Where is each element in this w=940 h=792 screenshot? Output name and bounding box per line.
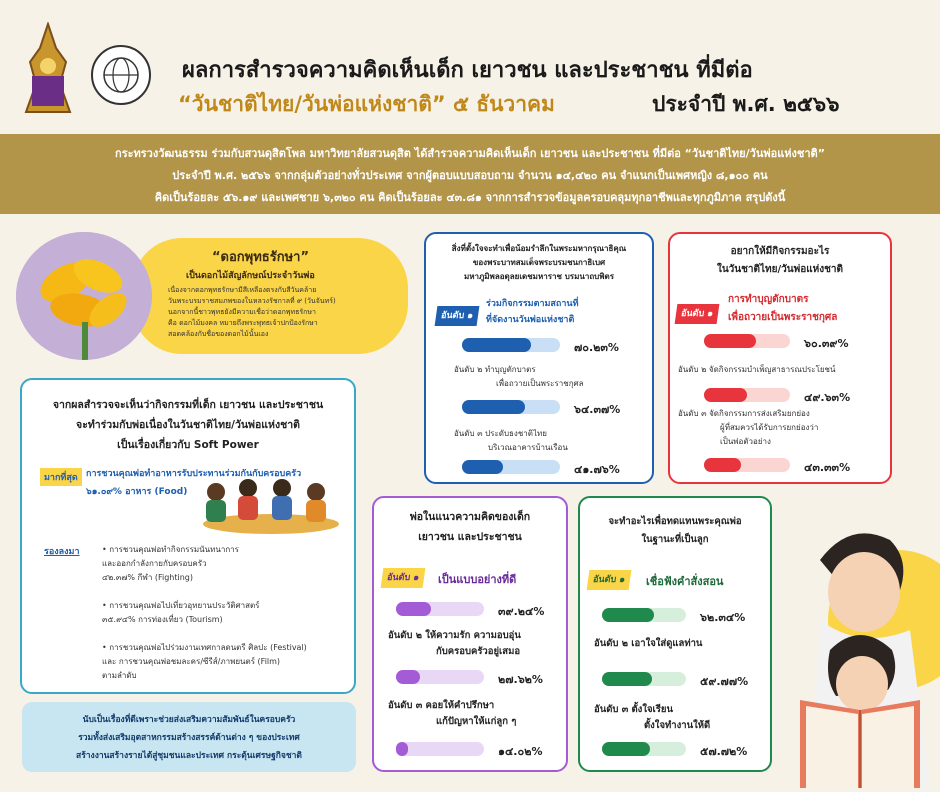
remembrance-rank2-line1: อันดับ ๒ ทำบุญตักบาตร	[454, 365, 536, 374]
flower-title: “ดอกพุทธรักษา”	[212, 250, 310, 265]
remembrance-title-1: สิ่งที่ตั้งใจจะทำเพื่อน้อมรำลึกในพระมหากรุณาธิคุณ	[451, 244, 627, 253]
activity-wish-rank3-line3: เป็นพ่อตัวอย่าง	[720, 437, 771, 446]
softpower-top-tag: มากที่สุด	[40, 468, 82, 486]
father-concept-bar1-fill	[396, 602, 431, 616]
activity-wish-title-2: ในวันชาติไทย/วันพ่อแห่งชาติ	[716, 264, 844, 275]
softpower-footer-2: รวมทั้งส่งเสริมอุตสาหกรรมสร้างสรรค์ด้านต่าง ๆ ของประเทศ	[78, 733, 300, 743]
activity-wish-bar2	[704, 388, 790, 402]
softpower-item-3-line2: และ การชวนคุณพ่อชมละคร/ซีรีส์/ภาพยนตร์ (Film)	[102, 657, 281, 666]
flower-subtitle: เป็นดอกไม้สัญลักษณ์ประจำวันพ่อ	[186, 271, 315, 281]
softpower-card	[20, 378, 356, 694]
repay-father-rank3-line1: อันดับ ๓ ตั้งใจเรียน	[594, 704, 673, 715]
repay-father-card	[578, 496, 772, 772]
repay-father-title-1: จะทำอะไรเพื่อทดแทนพระคุณพ่อ	[608, 516, 742, 527]
softpower-second-tag: รองลงมา	[44, 547, 80, 557]
father-concept-rank1-tag: อันดับ ๑	[381, 568, 426, 588]
activity-wish-rank3-pct: ๔๓.๓๓%	[804, 461, 851, 474]
repay-father-bar2	[602, 672, 686, 686]
activity-wish-bar2-fill	[704, 388, 747, 402]
remembrance-rank1-line2: ที่จัดงานวันพ่อแห่งชาติ	[486, 315, 575, 325]
repay-father-rank1-pct: ๖๒.๓๔%	[700, 611, 746, 624]
family-dinner-illustration	[198, 474, 344, 536]
remembrance-bar1	[462, 338, 560, 352]
flower-desc-3: นอกจากนี้ชาวพุทธยังมีความเชื่อว่าดอกพุทธรักษา	[168, 308, 316, 316]
remembrance-rank1-line1: ร่วมกิจกรรมตามสถานที่	[486, 299, 579, 309]
activity-wish-bar3	[704, 458, 790, 472]
repay-father-rank1-line1: เชื่อฟังคำสั่งสอน	[646, 575, 724, 588]
activity-wish-bar1-fill	[704, 334, 756, 348]
intro-band	[0, 134, 940, 214]
father-concept-rank1-line1: เป็นแบบอย่างที่ดี	[438, 573, 517, 586]
activity-wish-rank1-line2: เพื่อถวายเป็นพระราชกุศล	[728, 312, 838, 323]
activity-wish-rank3-line1: อันดับ ๓ จัดกิจกรรมการส่งเสริมยกย่อง	[678, 409, 810, 418]
remembrance-bar1-fill	[462, 338, 531, 352]
repay-father-bar1-fill	[602, 608, 654, 622]
emblem-logo	[20, 22, 76, 118]
activity-wish-bar1	[704, 334, 790, 348]
father-concept-rank2-pct: ๒๗.๖๒%	[498, 673, 543, 686]
flower-photo	[16, 232, 152, 360]
remembrance-title-2: ของพระบาทสมเด็จพระบรมชนกาธิเบศ	[472, 258, 606, 267]
father-concept-rank2-line1: อันดับ ๒ ให้ความรัก ความอบอุ่น	[388, 630, 521, 641]
softpower-title-3: เป็นเรื่องเกี่ยวกับ Soft Power	[117, 439, 259, 451]
remembrance-rank3-line2: บริเวณอาคารบ้านเรือน	[488, 443, 568, 452]
father-concept-title-1: พ่อในแนวความคิดของเด็ก	[409, 511, 531, 523]
flower-card	[12, 232, 412, 360]
flower-desc-5: สอดคล้องกับชื่อของดอกไม้นั้นเอง	[168, 330, 269, 338]
activity-wish-rank1-tag: อันดับ ๑	[675, 304, 720, 324]
activity-wish-rank2-pct: ๔๙.๖๓%	[804, 391, 851, 404]
remembrance-rank1-tag: อันดับ ๑	[435, 306, 480, 326]
softpower-top-text-1: การชวนคุณพ่อทำอาหารรับประทานร่วมกันกับครอบครัว	[86, 469, 302, 479]
intro-line2: ประจำปี พ.ศ. ๒๕๖๖ จากกลุ่มตัวอย่างทั่วประเทศ จากผู้ตอบแบบสอบถาม จำนวน ๑๔,๔๒๐ คน จำแนกเป็นเพศหญิง ๘,๑๐๐ คน	[172, 169, 768, 182]
softpower-item-3-line1: • การชวนคุณพ่อไปร่วมงานเทศกาลดนตรี ศิลปะ (Festival)	[102, 643, 307, 652]
father-concept-rank3-line2: แก้ปัญหาให้แก่ลูก ๆ	[436, 716, 517, 727]
repay-father-bar3-fill	[602, 742, 650, 756]
remembrance-bar3	[462, 460, 560, 474]
father-concept-bar2	[396, 670, 484, 684]
activity-wish-bar3-fill	[704, 458, 741, 472]
repay-father-rank1-tag: อันดับ ๑	[587, 570, 632, 590]
father-concept-bar1	[396, 602, 484, 616]
remembrance-bar3-fill	[462, 460, 503, 474]
activity-wish-rank1-pct: ๖๐.๓๙%	[804, 337, 849, 350]
father-concept-rank3-pct: ๑๔.๐๒%	[498, 745, 543, 758]
flower-desc-4: คือ ดอกไม้มงคล หมายถึงพระพุทธเจ้าปกป้องรักษา	[168, 319, 318, 327]
header-title-line2-part2: ประจำปี พ.ศ. ๒๕๖๖	[652, 92, 840, 116]
softpower-item-1-line1: • การชวนคุณพ่อทำกิจกรรมนันทนาการ	[102, 545, 239, 554]
university-logo	[90, 44, 152, 106]
activity-wish-card	[668, 232, 892, 484]
repay-father-bar3	[602, 742, 686, 756]
repay-father-rank2-line1: อันดับ ๒ เอาใจใส่ดูแลท่าน	[594, 638, 703, 649]
remembrance-rank3-pct: ๔๑.๗๖%	[574, 463, 620, 476]
softpower-item-2-line1: • การชวนคุณพ่อไปเที่ยวอุทยานประวัติศาสตร์	[102, 601, 260, 610]
activity-wish-rank3-line2: ผู้ที่สมควรได้รับการยกย่องว่า	[720, 423, 819, 432]
softpower-footer-3: สร้างงานสร้างรายได้สู่ชุมชนและประเทศ กระตุ้นเศรษฐกิจชาติ	[76, 751, 302, 761]
softpower-item-1-line3: ๔๒.๓๗% กีฬา (Fighting)	[102, 573, 193, 582]
remembrance-bar2	[462, 400, 560, 414]
remembrance-title-3: มหาภูมิพลอดุลยเดชมหาราช บรมนาถบพิตร	[463, 272, 615, 281]
repay-father-title-2: ในฐานะที่เป็นลูก	[641, 534, 709, 545]
repay-father-rank3-pct: ๕๗.๗๒%	[700, 745, 748, 758]
father-concept-rank3-line1: อันดับ ๓ คอยให้คำปรึกษา	[388, 700, 495, 711]
flower-desc-2: วันพระบรมราชสมภพของในหลวงรัชกาลที่ ๙ (วันจันทร์)	[168, 297, 336, 305]
remembrance-rank2-pct: ๖๔.๓๗%	[574, 403, 621, 416]
repay-father-bar2-fill	[602, 672, 652, 686]
repay-father-rank2-pct: ๕๙.๗๗%	[700, 675, 749, 688]
father-concept-rank2-line2: กับครอบครัวอยู่เสมอ	[436, 646, 521, 657]
remembrance-rank1-pct: ๗๐.๒๓%	[574, 341, 619, 354]
intro-line3: คิดเป็นร้อยละ ๕๖.๑๙ และเพศชาย ๖,๓๒๐ คน คิดเป็นร้อยละ ๔๓.๘๑ จากการสำรวจข้อมูลครอบคลุมทุกอาชีพและทุกภูมิภาค สรุปดังนี้	[154, 191, 786, 204]
remembrance-rank3-line1: อันดับ ๓ ประดับธงชาติไทย	[454, 429, 547, 438]
softpower-title-2: จะทำร่วมกับพ่อเนื่องในวันชาติไทย/วันพ่อแห่งชาติ	[76, 419, 300, 431]
softpower-item-1-line2: และออกกำลังกายกับครอบครัว	[102, 559, 207, 568]
father-concept-card	[372, 496, 568, 772]
father-concept-bar3-fill	[396, 742, 408, 756]
activity-wish-rank1-line1: การทำบุญตักบาตร	[728, 294, 809, 305]
activity-wish-rank2-line1: อันดับ ๒ จัดกิจกรรมบำเพ็ญสาธารณประโยชน์	[678, 365, 836, 374]
softpower-item-2-line2: ๓๕.๙๔% การท่องเที่ยว (Tourism)	[102, 615, 223, 624]
father-concept-bar2-fill	[396, 670, 420, 684]
softpower-top-text-2: ๖๑.๐๙% อาหาร (Food)	[86, 487, 188, 497]
flower-desc-1: เนื่องจากดอกพุทธรักษามีสีเหลืองตรงกับสีวันคล้าย	[168, 286, 317, 294]
remembrance-rank2-line2: เพื่อถวายเป็นพระราชกุศล	[496, 379, 584, 388]
intro-line1: กระทรวงวัฒนธรรม ร่วมกับสวนดุสิตโพล มหาวิทยาลัยสวนดุสิต ได้สำรวจความคิดเห็นเด็ก เยาวชน และประชาชน ที่มีต่อ “วันชาติไทย/วันพ่อแห่งชาติ”	[115, 147, 825, 160]
softpower-title-1: จากผลสำรวจจะเห็นว่ากิจกรรมที่เด็ก เยาวชน และประชาชน	[52, 399, 324, 411]
remembrance-card	[424, 232, 654, 484]
softpower-item-3-line3: ตามลำดับ	[102, 671, 137, 680]
father-concept-bar3	[396, 742, 484, 756]
remembrance-bar2-fill	[462, 400, 525, 414]
father-concept-title-2: เยาวชน และประชาชน	[418, 531, 522, 543]
header-title-line1: ผลการสำรวจความคิดเห็นเด็ก เยาวชน และประชาชน ที่มีต่อ	[182, 58, 753, 83]
header-title-line2-part1: “วันชาติไทย/วันพ่อแห่งชาติ” ๕ ธันวาคม	[178, 92, 555, 116]
softpower-footer	[22, 702, 356, 772]
father-concept-rank1-pct: ๓๙.๒๔%	[498, 605, 545, 618]
father-child-reading-illustration	[780, 500, 940, 788]
repay-father-bar1	[602, 608, 686, 622]
repay-father-rank3-line2: ตั้งใจทำงานให้ดี	[644, 720, 711, 731]
activity-wish-title-1: อยากให้มีกิจกรรมอะไร	[730, 246, 830, 257]
softpower-footer-1: นับเป็นเรื่องที่ดีเพราะช่วยส่งเสริมความสัมพันธ์ในครอบครัว	[82, 715, 296, 725]
